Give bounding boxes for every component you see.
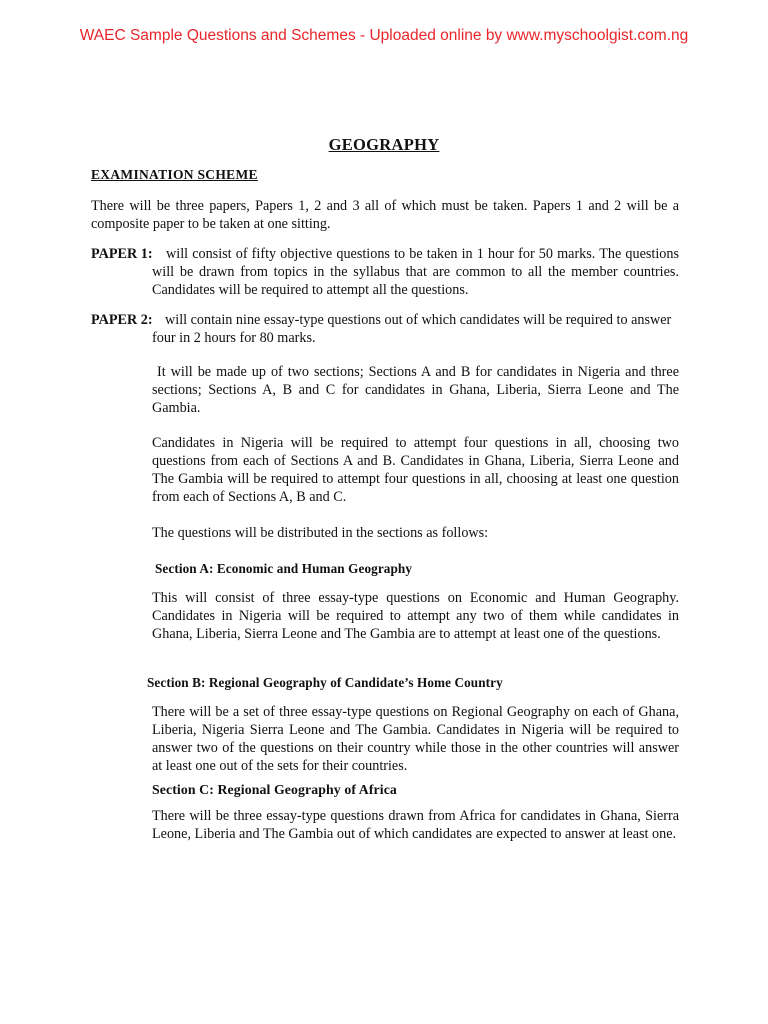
section-a-heading: Section A: Economic and Human Geography xyxy=(155,561,413,576)
scheme-heading: EXAMINATION SCHEME xyxy=(91,167,258,182)
section-c-text: There will be three essay-type questions drawn from Africa for candidates in Ghana, Sierra Leone, Liberia and The Gambia out of which candidates are expected to answer at least one. xyxy=(152,808,679,842)
source-header: WAEC Sample Questions and Schemes - Uploaded online by www.myschoolgist.com.ng xyxy=(79,27,689,44)
section-c-heading: Section C: Regional Geography of Africa xyxy=(152,782,397,797)
distribution-paragraph: The questions will be distributed in the sections as follows: xyxy=(152,525,489,541)
paper-1-text: will consist of fifty objective questions to be taken in 1 hour for 50 marks. The questions will be drawn from topics in the syllabus that are common to all the member countries. Candidates will be required to attempt all the questions. xyxy=(152,246,679,298)
paper-2-text: will contain nine essay-type questions out of which candidates will be required to answer four in 2 hours for 80 marks. xyxy=(152,312,672,346)
intro-paragraph: There will be three papers, Papers 1, 2 and 3 all of which must be taken. Papers 1 and 2 will be a composite paper to be taken at one sitting. xyxy=(91,198,679,232)
sections-paragraph: It will be made up of two sections; Sections A and B for candidates in Nigeria and three sections; Sections A, B and C for candidates in Ghana, Liberia, Sierra Leone and The Gambia. xyxy=(152,364,679,416)
section-a-text: This will consist of three essay-type questions on Economic and Human Geography. Candidates in Nigeria will be required to attempt any two of them while candidates in Ghana, Liberia, Sierra Leone and The Gambia are to attempt at least one of the questions. xyxy=(152,590,679,642)
page-title: GEOGRAPHY xyxy=(328,135,440,154)
section-b-text: There will be a set of three essay-type questions on Regional Geography on each of Ghana, Liberia, Nigeria Sierra Leone and The Gambia. Candidates in Nigeria will be required to answer two of the questions on their country while those in the other countries will answer at least one out of the sets for their countries. xyxy=(152,704,679,774)
paper-2-label: PAPER 2: xyxy=(91,312,153,328)
candidates-paragraph: Candidates in Nigeria will be required to attempt four questions in all, choosing two questions from each of Sections A and B. Candidates in Ghana, Liberia, Sierra Leone and The Gambia will be required to attempt four questions in all, choosing at least one question from each of Sections A, B and C. xyxy=(152,435,679,505)
section-b-heading: Section B: Regional Geography of Candidate’s Home Country xyxy=(147,675,503,690)
paper-1-label: PAPER 1: xyxy=(91,246,153,262)
